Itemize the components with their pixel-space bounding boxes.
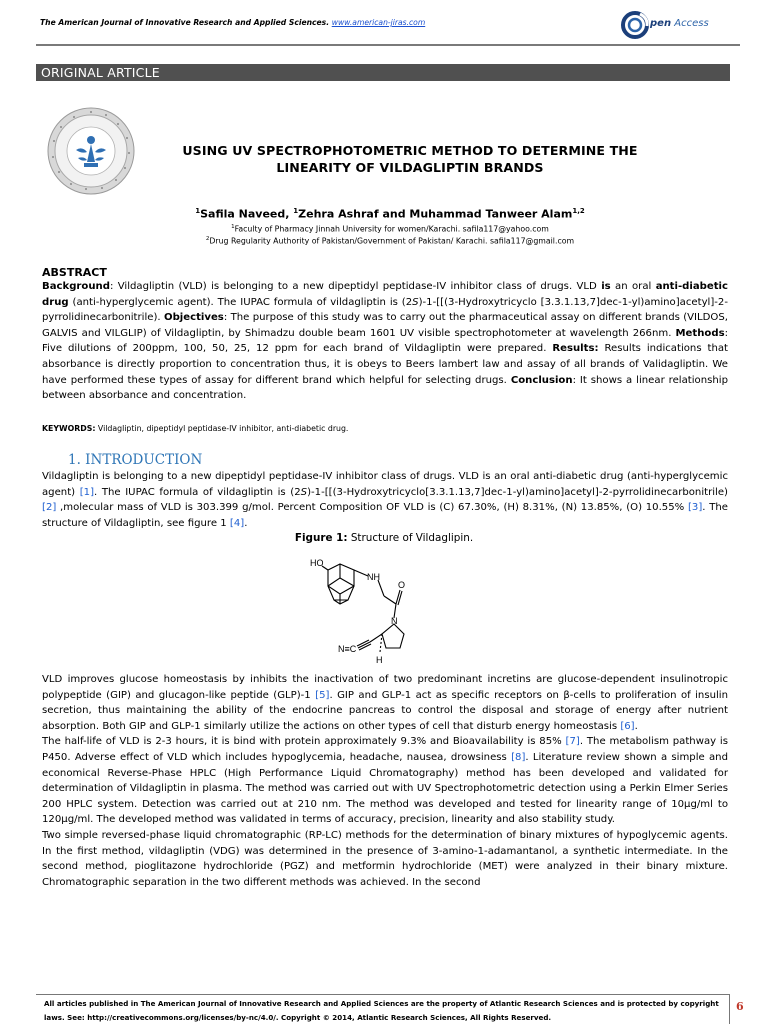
reference-link-5[interactable]: [5] [315,689,330,701]
logo-access: Access [674,18,709,29]
affiliation-1-text: Faculty of Pharmacy Jinnah University for women/Karachi. safila117@yahoo.com [234,224,549,234]
reference-link-7[interactable]: [7] [565,736,580,748]
results-text: Results indications that absorbance is directly proportion to concentration thus, it is obeys to Beers lambert law and assay of all brands of Validagliptin. We have performed these types of assay for different brand which helpful for selecting drugs. [42,343,729,386]
intro-text-a: Vildagliptin is belonging to a new dipeptidyl peptidase-IV inhibitor class of drugs. VLD is an oral anti-diabetic drug (anti-hyperglycemic agent) [42,471,728,498]
body-text [42,672,728,890]
background-bold: anti-diabetic drug [42,281,728,308]
affiliation-2-text: Drug Regularity Authority of Pakistan/Government of Pakistan/ Karachi. safila117@gmail.com [209,236,575,246]
author-3-affil: 1,2 [572,207,585,215]
page-number: 6 [736,1000,744,1013]
open-access-logo [620,10,732,40]
abstract-heading [42,266,107,279]
affiliation-2-number: 2 [205,236,210,242]
label-o: O [398,580,406,590]
background-s: S [412,296,419,308]
p3-text-c: . Literature review shown a simple and economical Reverse-Phase HPLC (High Performance Liquid Chromatography) method has been developed and validated for determination of Vildagliptin in plasma. The method was carried out with UV Spectrophotometric detection using a Perkin Elmer Series 200 HPLC system. Detection was carried out at 210 nm. The method was developed and tested for linearity range of 10μg/ml to 120μg/ml. The developed method was validated in terms of accuracy, precision, linearity and also stability study. [42,751,728,826]
intro-text-f: . [244,517,248,529]
p2-text-c: . [634,720,638,732]
label-n: N [391,616,398,626]
label-ho: HO [310,558,324,568]
paragraph-rplc: Two simple reversed-phase liquid chromatographic (RP-LC) methods for the determination of binary mixtures of hypoglycemic agents. In the first method, vildagliptin (VDG) was determined in the presence of 3-amino-1-adamantanol, a synthetic intermediate. In the second method, pioglitazone hydrochloride (PGZ) and metformin hydrochloride (MET) were analyzed in their binary mixture. Chromatographic separation in the two different methods was achieved. In the second [42,829,728,888]
background-text-3: (anti-hyperglycemic agent). The IUPAC formula of vildagliptin is (2 [68,296,413,308]
article-title [160,142,660,176]
title-line-2: LINEARITY OF VILDAGLIPTIN BRANDS [276,160,544,175]
background-label: Background [42,281,110,292]
reference-link-2[interactable]: [2] [42,502,57,514]
copyright-notice: All articles published in The American Journal of Innovative Research and Applied Sciences are the property of Atlantic Research Sciences and is protected by copyright laws. See: http://creativecommons.org/licenses/by-nc/4.0/. Copyright © 2014, Atlantic Research Sciences, All Rights Reserved. [44,999,719,1022]
background-text-2: an oral [610,281,656,292]
keywords-text: Vildagliptin, dipeptidyl peptidase-IV inhibitor, anti-diabetic drug. [95,424,349,433]
keywords-label: KEYWORDS: [42,424,96,433]
objectives-text: : The purpose of this study was to carry out the pharmaceutical assay on different brands (VILDOS, GALVIS and VILGLIP) of Vildagliptin, by Shimadzu double beam 1601 UV visible spectrophotometer at wavelength 266nm. [42,312,728,339]
reference-link-1[interactable]: [1] [79,486,95,498]
introduction-heading: 1. INTRODUCTION [68,452,203,468]
intro-text-c: )-1-[[(3-Hydroxytricyclo[3.3.1.13,7]dec-1-yl)amino]acetyl]-2-pyrrolidinecarbonitrile) [307,486,728,498]
affiliation-1-number: 1 [231,224,235,230]
conclusion-text: : It shows a linear relationship between absorbance and concentration. [42,374,728,402]
reference-link-3[interactable]: [3] [687,502,703,514]
open-access-lock-icon [620,10,650,40]
journal-website-link[interactable]: www.american-jiras.com [331,18,426,27]
header-divider [36,44,740,46]
p2-text-a: VLD improves glucose homeostasis by inhibits the inactivation of two predominant incretins are glucose-dependent insulinotropic polypeptide (GIP) and glucagon-like peptide (GLP)-1 [42,674,728,701]
intro-text-e: . The structure of Vildagliptin, see figure 1 [42,502,728,529]
journal-name: The American Journal of Innovative Research and Applied Sciences. [40,18,330,27]
paragraph-half-life [42,734,728,828]
background-is: is [601,281,611,292]
label-nc: N≡C [338,644,357,654]
vildagliptin-structure-figure [310,552,430,670]
introduction-paragraph [42,469,728,531]
abstract-body [42,279,728,404]
figure-caption [0,532,768,544]
p3-text-a: The half-life of VLD is 2-3 hours, it is bind with protein approximately 9.3% and Bioavailability is 85% [42,736,566,748]
label-nh: NH [367,572,380,582]
author-1-affil: 1 [195,207,201,215]
open-access-label [650,18,709,29]
journal-header [40,16,740,38]
background-text-4: )-1-[[(3-Hydroxytricyclo [3.3.1.13,7]dec-1-yl)amino]acetyl]-2-pyrrolidinecarbonitrile). [42,296,728,324]
intro-text-b: . The IUPAC formula of vildagliptin is (2 [94,486,301,498]
intro-s: S [300,486,308,498]
figure-label: Figure 1: [294,532,348,544]
background-text-1: : Vildagliptin (VLD) is belonging to a new dipeptidyl peptidase-IV inhibitor class of drugs. VLD [109,281,602,292]
p2-text-b: . GIP and GLP-1 act as specific receptors on β-cells to proliferation of insulin secretion, thus maintaining the ability of the endocrine pancreas to control the disposal and storage of energy after nutrient absorption. Both GIP and GLP-1 similarly utilize the actions on other types of cell that disturb energy homeostasis [42,689,728,732]
abstract-heading-text: ABSTRACT [42,266,107,279]
author-2-affil: 1 [293,207,299,215]
label-h: H [376,655,383,665]
intro-text-d: ,molecular mass of VLD is 303.399 g/mol. Percent Composition OF VLD is (C) 67.30%, (H) 8.31%, (N) 13.85%, (O) 10.55% [56,502,688,514]
affiliation-2 [100,236,680,246]
reference-link-4[interactable]: [4] [229,517,245,529]
author-2-3: Zehra Ashraf and Muhammad Tanweer Alam [298,207,573,221]
methods-text: : Five dilutions of 200ppm, 100, 50, 25, 12 ppm for each brand of Vildagliptin were prepared. [42,327,728,355]
reference-link-8[interactable]: [8] [511,751,526,763]
reference-link-6[interactable]: [6] [620,720,635,732]
paragraph-glucose [42,672,728,734]
logo-pen: pen [650,18,672,29]
results-label: Results: [552,343,599,355]
figure-caption-text: Structure of Vildaglipin. [347,532,474,544]
title-line-1: USING UV SPECTROPHOTOMETRIC METHOD TO DETERMINE THE [182,143,638,158]
article-type-bar: ORIGINAL ARTICLE [36,64,730,81]
methods-label: Methods [675,327,725,339]
p3-text-b: . The metabolism pathway is P450. Adverse effect of VLD which includes hypoglycemia, headache, nausea, drowsiness [42,736,728,763]
affiliation-1 [100,224,680,234]
conclusion-label: Conclusion [510,374,573,386]
journal-seal-icon [46,106,136,196]
author-1: Safila Naveed, [200,207,290,221]
keywords [42,424,728,433]
author-list [140,207,640,221]
objectives-label: Objectives [164,312,224,324]
journal-line [40,18,425,27]
